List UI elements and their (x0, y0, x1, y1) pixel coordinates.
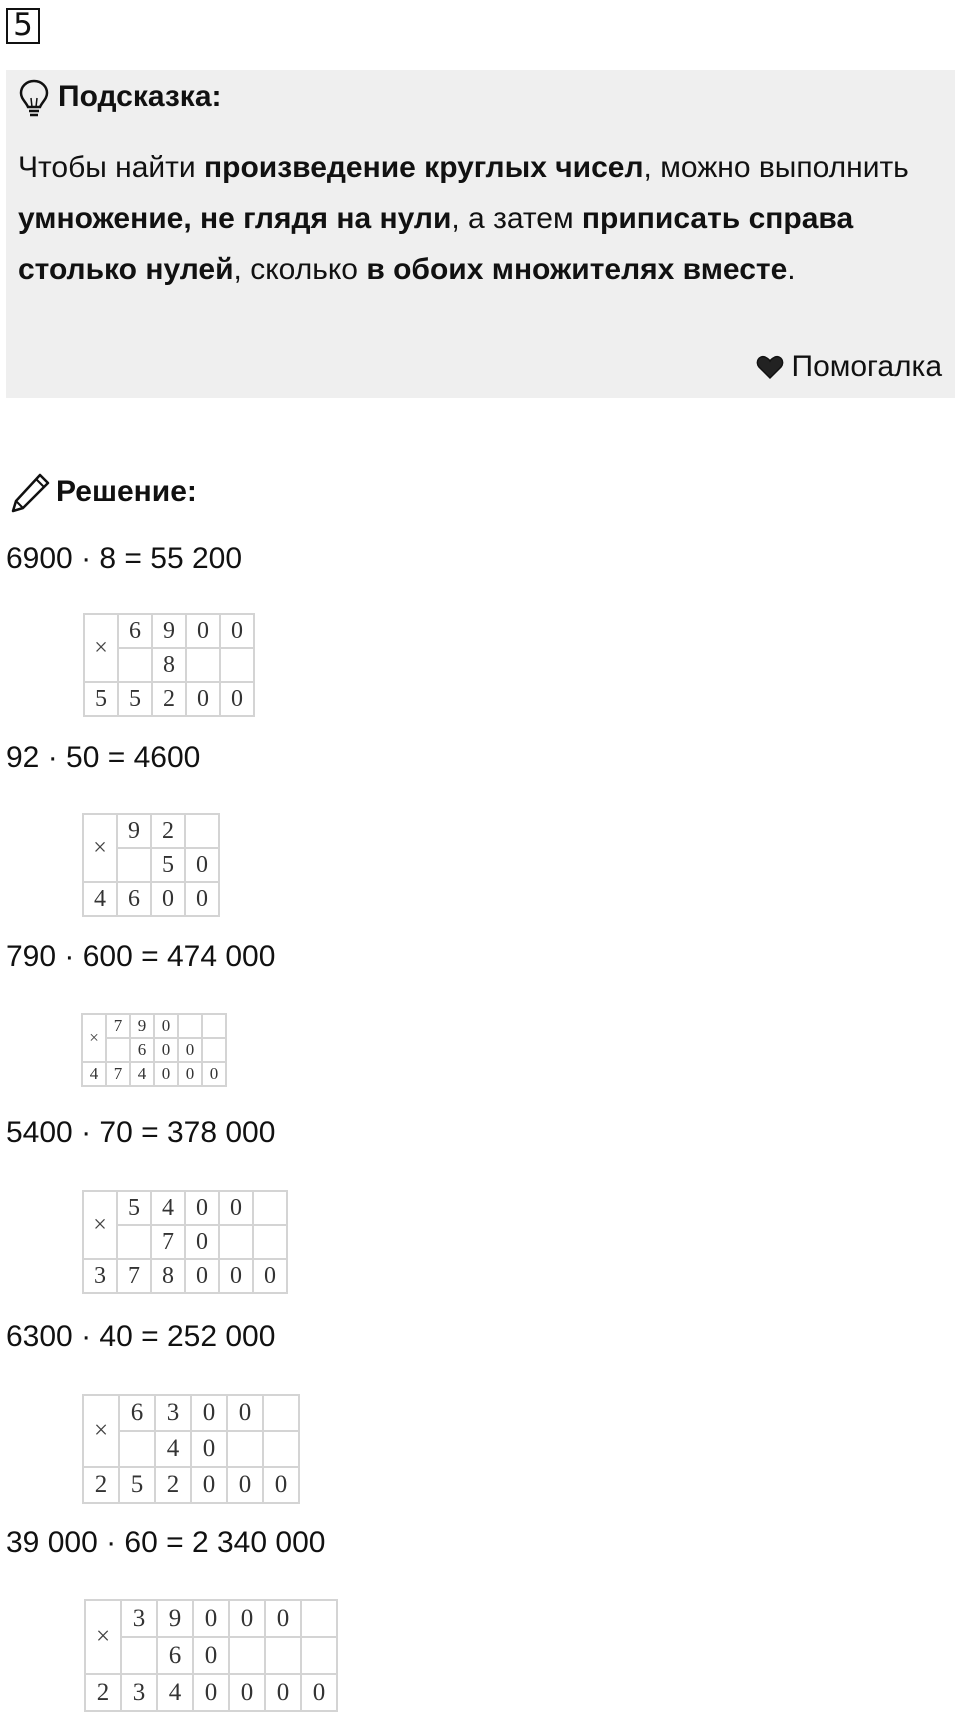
hint-segment: . (787, 253, 796, 286)
digit-cell (186, 648, 220, 682)
result-digit-cell: 4 (83, 882, 117, 916)
result-digit-cell: 0 (229, 1674, 265, 1711)
digit-cell: 0 (154, 1014, 178, 1038)
hint-segment: , сколько (233, 253, 367, 286)
result-digit-cell: 0 (263, 1467, 299, 1503)
digit-cell (117, 1225, 151, 1259)
result-row (83, 1467, 299, 1503)
factor-row (83, 1395, 299, 1431)
hint-segment: Чтобы найти (18, 151, 205, 184)
digit-cell (263, 1395, 299, 1431)
digit-cell (117, 848, 151, 882)
multiplication-grid (81, 1013, 227, 1087)
result-digit-cell: 5 (119, 1467, 155, 1503)
result-digit-cell: 0 (193, 1674, 229, 1711)
result-digit-cell: 0 (227, 1467, 263, 1503)
digit-cell: 0 (193, 1600, 229, 1637)
result-digit-cell: 2 (83, 1467, 119, 1503)
factor-row (83, 814, 219, 848)
digit-cell (178, 1014, 202, 1038)
digit-cell (202, 1014, 226, 1038)
digit-cell: 7 (151, 1225, 185, 1259)
result-digit-cell: 0 (178, 1062, 202, 1086)
multiplication-grid (82, 1190, 288, 1294)
result-digit-cell: 0 (202, 1062, 226, 1086)
digit-cell: 0 (185, 848, 219, 882)
task-number: 5 (6, 8, 40, 44)
result-digit-cell: 7 (106, 1062, 130, 1086)
digit-cell: 9 (152, 614, 186, 648)
digit-cell: 0 (191, 1431, 227, 1467)
digit-cell (227, 1431, 263, 1467)
equation: 5400 · 70 = 378 000 (6, 1116, 276, 1149)
digit-cell: 0 (185, 1191, 219, 1225)
hint-emphasis: умножение, не глядя на нули (18, 202, 452, 235)
digit-cell: 6 (157, 1637, 193, 1674)
digit-cell (185, 814, 219, 848)
digit-cell (253, 1225, 287, 1259)
digit-cell (202, 1038, 226, 1062)
result-row (83, 1259, 287, 1293)
digit-cell: 0 (178, 1038, 202, 1062)
credit-label: Помогалка (791, 350, 942, 383)
result-digit-cell: 0 (301, 1674, 337, 1711)
multiply-sign: × (83, 814, 117, 882)
heart-icon (756, 354, 784, 380)
result-row (85, 1674, 337, 1711)
digit-cell: 0 (191, 1395, 227, 1431)
digit-cell (253, 1191, 287, 1225)
digit-cell: 9 (117, 814, 151, 848)
digit-cell: 3 (155, 1395, 191, 1431)
equation: 6300 · 40 = 252 000 (6, 1320, 276, 1353)
digit-cell: 5 (151, 848, 185, 882)
multiply-sign: × (84, 614, 118, 682)
digit-cell (263, 1431, 299, 1467)
digit-cell: 0 (154, 1038, 178, 1062)
digit-cell (301, 1637, 337, 1674)
result-digit-cell: 8 (151, 1259, 185, 1293)
equation: 790 · 600 = 474 000 (6, 940, 276, 973)
digit-cell: 2 (151, 814, 185, 848)
multiplication-grid (84, 1599, 338, 1712)
result-digit-cell: 0 (220, 682, 254, 716)
result-digit-cell: 0 (191, 1467, 227, 1503)
equation: 92 · 50 = 4600 (6, 741, 201, 774)
result-digit-cell: 3 (83, 1259, 117, 1293)
hint-segment: , можно выполнить (643, 151, 909, 184)
multiply-sign: × (82, 1014, 106, 1062)
digit-cell (229, 1637, 265, 1674)
result-digit-cell: 0 (185, 882, 219, 916)
digit-cell (220, 648, 254, 682)
digit-cell: 6 (130, 1038, 154, 1062)
result-digit-cell: 0 (219, 1259, 253, 1293)
result-digit-cell: 2 (155, 1467, 191, 1503)
digit-cell: 0 (219, 1191, 253, 1225)
factor-row (85, 1600, 337, 1637)
result-digit-cell: 6 (117, 882, 151, 916)
multiply-sign: × (83, 1191, 117, 1259)
digit-cell: 0 (185, 1225, 219, 1259)
digit-cell: 0 (186, 614, 220, 648)
multiplication-grid (83, 613, 255, 717)
digit-cell: 5 (117, 1191, 151, 1225)
digit-cell (121, 1637, 157, 1674)
multiply-sign: × (85, 1600, 121, 1674)
digit-cell: 0 (220, 614, 254, 648)
result-digit-cell: 4 (130, 1062, 154, 1086)
factor-row (83, 1191, 287, 1225)
digit-cell (118, 648, 152, 682)
multiply-sign: × (83, 1395, 119, 1467)
digit-cell: 0 (193, 1637, 229, 1674)
equation: 39 000 · 60 = 2 340 000 (6, 1526, 326, 1559)
digit-cell (106, 1038, 130, 1062)
result-digit-cell: 4 (157, 1674, 193, 1711)
result-row (84, 682, 254, 716)
digit-cell: 0 (265, 1600, 301, 1637)
digit-cell: 6 (118, 614, 152, 648)
result-digit-cell: 0 (154, 1062, 178, 1086)
digit-cell: 3 (121, 1600, 157, 1637)
result-digit-cell: 2 (152, 682, 186, 716)
hint-emphasis: приписать справа столько нулей (18, 202, 854, 286)
hint-emphasis: в обоих множителях вместе (366, 253, 788, 286)
result-digit-cell: 2 (85, 1674, 121, 1711)
result-digit-cell: 5 (118, 682, 152, 716)
factor-row (84, 614, 254, 648)
hint-title: Подсказка: (58, 80, 222, 113)
lightbulb-icon (18, 78, 50, 120)
result-row (82, 1062, 226, 1086)
digit-cell: 0 (227, 1395, 263, 1431)
digit-cell: 9 (157, 1600, 193, 1637)
digit-cell: 4 (151, 1191, 185, 1225)
result-digit-cell: 0 (186, 682, 220, 716)
digit-cell: 0 (229, 1600, 265, 1637)
result-digit-cell: 3 (121, 1674, 157, 1711)
result-digit-cell: 0 (151, 882, 185, 916)
equation: 6900 · 8 = 55 200 (6, 542, 243, 575)
result-digit-cell: 5 (84, 682, 118, 716)
digit-cell: 9 (130, 1014, 154, 1038)
result-digit-cell: 0 (185, 1259, 219, 1293)
digit-cell: 4 (155, 1431, 191, 1467)
digit-cell (119, 1431, 155, 1467)
hint-segment: , а затем (451, 202, 582, 235)
hint-emphasis: произведение круглых чисел (204, 151, 644, 184)
digit-cell (301, 1600, 337, 1637)
digit-cell: 7 (106, 1014, 130, 1038)
credit (756, 350, 943, 384)
digit-cell: 8 (152, 648, 186, 682)
hint-text (18, 142, 918, 295)
solution-title: Решение: (56, 475, 197, 508)
pencil-icon (10, 472, 50, 514)
digit-cell (265, 1637, 301, 1674)
digit-cell (219, 1225, 253, 1259)
multiplication-grid (82, 1394, 300, 1504)
multiplication-grid (82, 813, 220, 917)
digit-cell: 6 (119, 1395, 155, 1431)
result-digit-cell: 4 (82, 1062, 106, 1086)
result-digit-cell: 0 (253, 1259, 287, 1293)
result-digit-cell: 7 (117, 1259, 151, 1293)
factor-row (85, 1637, 337, 1674)
result-row (83, 882, 219, 916)
result-digit-cell: 0 (265, 1674, 301, 1711)
factor-row (82, 1014, 226, 1038)
